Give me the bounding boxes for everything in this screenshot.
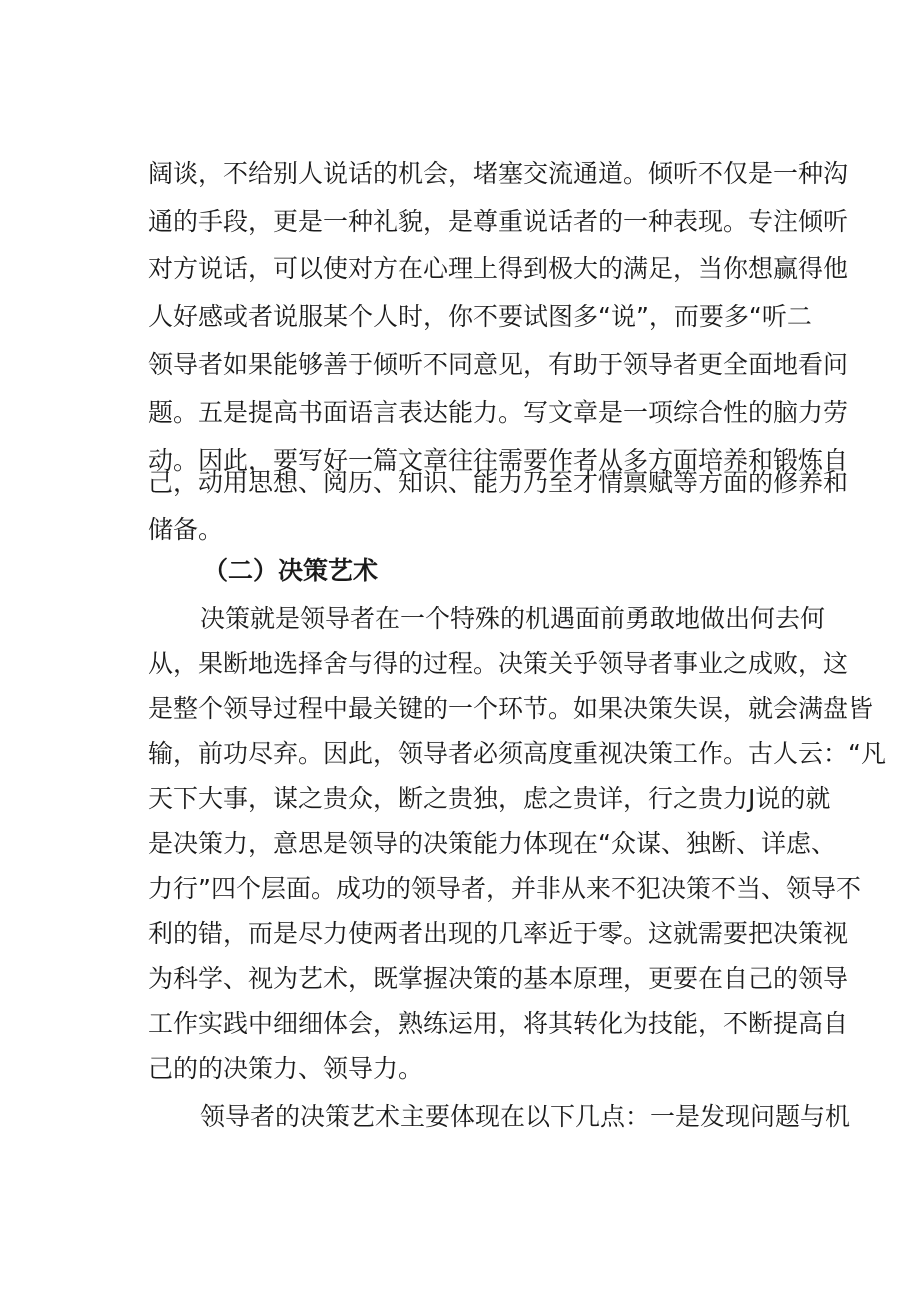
paragraph-3-line-1: 领导者的决策艺术主要体现在以下几点：一是发现问题与机 — [200, 1102, 851, 1131]
paragraph-1-line-8: 己，动用思想、阅历、知识、能力乃至才情禀赋等方面的修养和 — [148, 468, 849, 497]
paragraph-2-line-1: 决策就是领导者在一个特殊的机遇面前勇敢地做出何去何 — [200, 604, 826, 633]
paragraph-2-line-6: 是决策力，意思是领导的决策能力体现在“众谋、独断、详虑、 — [148, 829, 836, 858]
paragraph-1-line-6: 题。五是提高书面语言表达能力。写文章是一项综合性的脑力劳 — [148, 398, 849, 427]
paragraph-1-line-7: 动。因此，要写好一篇文章往往需要作者从多方面培养和锻炼自 — [148, 446, 849, 475]
paragraph-2-line-8: 利的错，而是尽力使两者出现的几率近于零。这就需要把决策视 — [148, 919, 849, 948]
paragraph-1-line-1: 阔谈，不给别人说话的机会，堵塞交流通道。倾听不仅是一种沟 — [148, 159, 849, 188]
paragraph-1-line-2: 通的手段，更是一种礼貌，是尊重说话者的一种表现。专注倾听 — [148, 207, 849, 236]
paragraph-2-line-5: 天下大事，谋之贵众，断之贵独，虑之贵详，行之贵力J说的就 — [148, 784, 831, 813]
paragraph-2-line-4: 输，前功尽弃。因此，领导者必须高度重视决策工作。古人云：“凡 — [148, 739, 886, 768]
paragraph-2-line-2: 从，果断地选择舍与得的过程。决策关乎领导者事业之成败，这 — [148, 649, 849, 678]
paragraph-1-line-3: 对方说话，可以使对方在心理上得到极大的满足，当你想赢得他 — [148, 254, 849, 283]
paragraph-2-line-11: 己的的决策力、领导力。 — [148, 1054, 424, 1083]
paragraph-2-line-7: 力行”四个层面。成功的领导者，并非从来不犯决策不当、领导不 — [148, 874, 861, 903]
paragraph-2-line-3: 是整个领导过程中最关键的一个环节。如果决策失误，就会满盘皆 — [148, 694, 874, 723]
paragraph-2-line-9: 为科学、视为艺术，既掌握决策的基本原理，更要在自己的领导 — [148, 964, 849, 993]
paragraph-1-line-9: 储备。 — [148, 515, 224, 544]
section-heading: （二）决策艺术 — [203, 556, 379, 585]
paragraph-2-line-10: 工作实践中细细体会，熟练运用，将其转化为技能，不断提高自 — [148, 1009, 849, 1038]
paragraph-1-line-4: 人好感或者说服某个人时，你不要试图多“说”，而要多“听二 — [148, 302, 812, 331]
paragraph-1-line-5: 领导者如果能够善于倾听不同意见，有助于领导者更全面地看问 — [148, 350, 849, 379]
